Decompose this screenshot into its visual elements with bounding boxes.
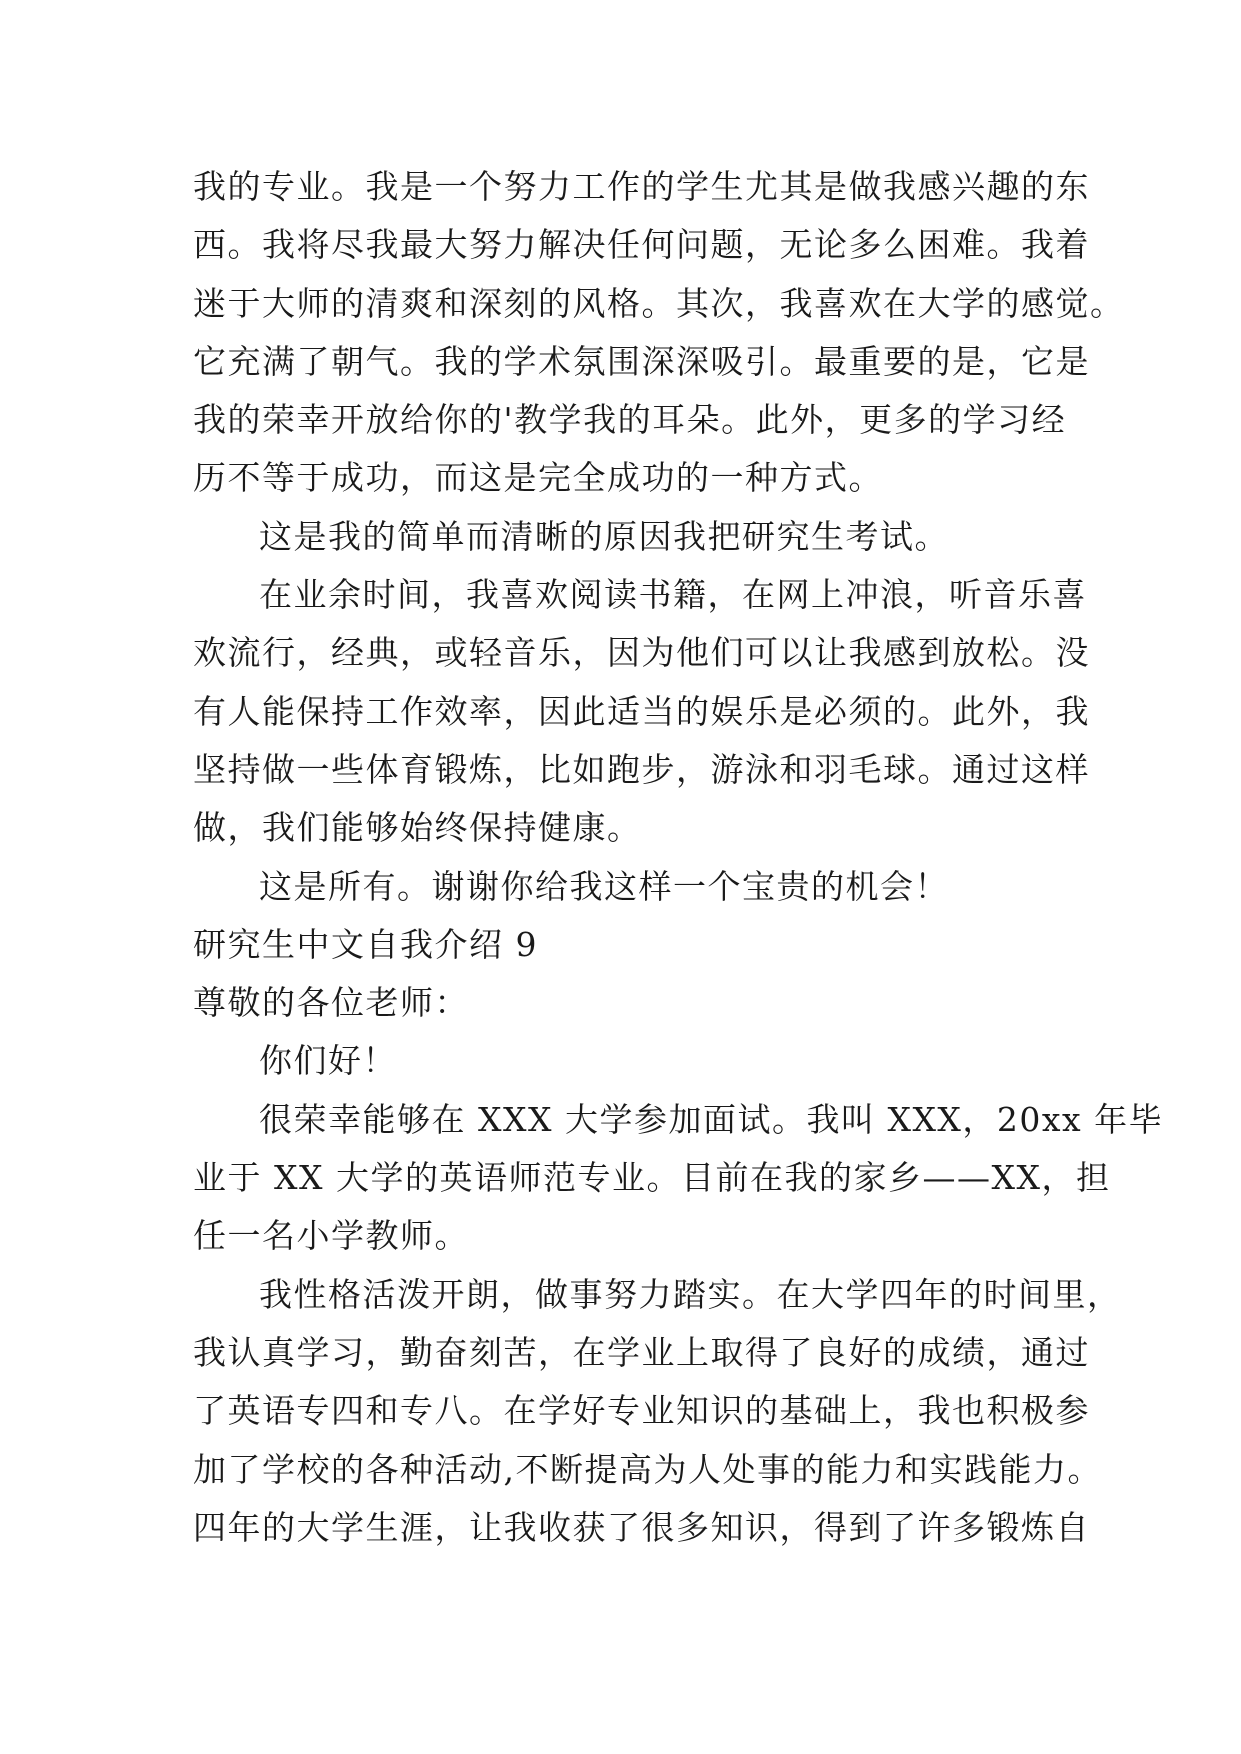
text-line: 迷于大师的清爽和深刻的风格。其次，我喜欢在大学的感觉。: [193, 283, 1125, 323]
text-line: 我的专业。我是一个努力工作的学生尤其是做我感兴趣的东: [193, 167, 1090, 206]
section-heading: [193, 916, 1073, 974]
document-body: [193, 158, 1164, 1557]
paragraph-continuation: [193, 158, 1125, 508]
text-line: 这是所有。谢谢你给我这样一个宝贵的机会！: [259, 866, 949, 906]
text-line: 我认真学习，勤奋刻苦，在学业上取得了良好的成绩，通过: [193, 1332, 1090, 1372]
text-line: 坚持做一些体育锻炼，比如跑步，游泳和羽毛球。通过这样: [193, 749, 1090, 789]
text-line: 很荣幸能够在 XXX 大学参加面试。我叫 XXX，20xx 年毕: [259, 1099, 1164, 1139]
text-line: 了英语专四和专八。在学好专业知识的基础上，我也积极参: [193, 1391, 1090, 1431]
salutation-text: 尊敬的各位老师：: [193, 983, 469, 1023]
greeting: [193, 1032, 1073, 1090]
paragraph-closing: [193, 858, 1073, 916]
text-line: 做，我们能够始终保持健康。: [193, 808, 642, 848]
text-line: 四年的大学生涯，让我收获了很多知识，得到了许多锻炼自: [193, 1507, 1090, 1547]
section-heading-text: 研究生中文自我介绍 9: [193, 924, 538, 964]
text-line: 它充满了朝气。我的学术氛围深深吸引。最重要的是，它是: [193, 341, 1090, 381]
paragraph-introduction: [193, 1091, 1164, 1266]
text-line: 加了学校的各种活动,不断提高为人处事的能力和实践能力。: [193, 1449, 1102, 1489]
text-line: 在业余时间，我喜欢阅读书籍，在网上冲浪，听音乐喜: [259, 575, 1087, 615]
greeting-text: 你们好！: [259, 1041, 397, 1081]
text-line: 有人能保持工作效率，因此适当的娱乐是必须的。此外，我: [193, 691, 1090, 731]
text-line: 我性格活泼开朗，做事努力踏实。在大学四年的时间里，: [259, 1274, 1122, 1314]
salutation: [193, 974, 1073, 1032]
paragraph-reason: [193, 508, 1073, 566]
text-line: 任一名小学教师。: [193, 1216, 469, 1256]
text-line: 西。我将尽我最大努力解决任何问题，无论多么困难。我着: [193, 225, 1090, 265]
text-line: 业于 XX 大学的英语师范专业。目前在我的家乡——XX，担: [193, 1158, 1111, 1198]
text-line: 我的荣幸开放给你的'教学我的耳朵。此外，更多的学习经: [193, 400, 1067, 440]
text-line: 历不等于成功，而这是完全成功的一种方式。: [193, 458, 883, 498]
paragraph-hobbies: [193, 566, 1090, 857]
text-line: 欢流行，经典，或轻音乐，因为他们可以让我感到放松。没: [193, 633, 1090, 673]
text-line: 这是我的简单而清晰的原因我把研究生考试。: [259, 516, 949, 556]
paragraph-personality: [193, 1266, 1122, 1557]
